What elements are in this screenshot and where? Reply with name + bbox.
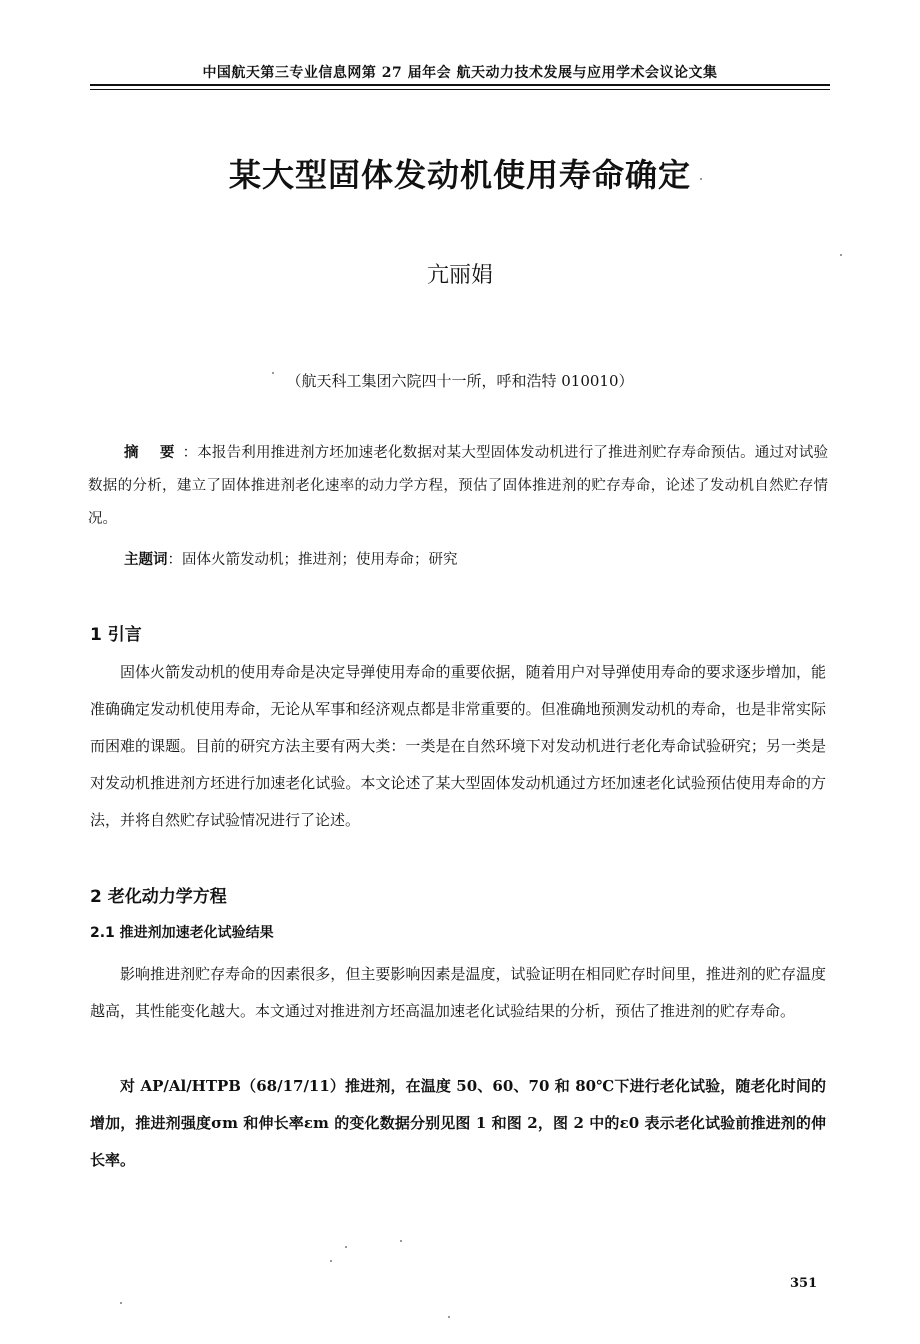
scan-speck <box>700 178 702 180</box>
subsection-heading-accelerated-aging: 2.1 推进剂加速老化试验结果 <box>90 925 274 941</box>
header-rule <box>90 84 830 86</box>
scan-speck <box>120 1302 122 1304</box>
abstract <box>88 436 828 536</box>
accelerated-aging-paragraph-2: 对 AP/Al/HTPB（68/17/11）推进剂，在温度 50、60、70 和 80℃下进行老化试验，随老化时间的增加，推进剂强度σm 和伸长率εm 的变化数据分别见图 1 和图 2，图 2 中的ε0 表示老化试验前推进剂的伸长率。 <box>90 1077 826 1169</box>
keywords-text: ：固体火箭发动机；推进剂；使用寿命；研究 <box>167 552 458 568</box>
running-header: 中国航天第三专业信息网第 27 届年会 航天动力技术发展与应用学术会议论文集 <box>202 65 718 81</box>
accelerated-aging-paragraph-1: 影响推进剂贮存寿命的因素很多，但主要影响因素是温度，试验证明在相同贮存时间里，推进剂的贮存温度越高，其性能变化越大。本文通过对推进剂方坯高温加速老化试验结果的分析，预估了推进剂的贮存寿命。 <box>90 965 826 1020</box>
author-name: 亢丽娟 <box>426 263 493 288</box>
scan-speck <box>448 1316 450 1318</box>
scan-speck <box>330 1260 332 1262</box>
scan-speck <box>272 372 274 374</box>
section-heading-introduction: 1 引言 <box>90 625 142 645</box>
scan-speck <box>345 1246 347 1248</box>
keywords <box>124 548 824 569</box>
abstract-text: ：本报告利用推进剂方坯加速老化数据对某大型固体发动机进行了推进剂贮存寿命预估。通过对试验数据的分析，建立了固体推进剂老化速率的动力学方程，预估了固体推进剂的贮存寿命，论述了发动机自然贮存情况。 <box>88 445 828 527</box>
abstract-label: 摘 要 <box>124 444 183 461</box>
paper-title: 某大型固体发动机使用寿命确定 <box>228 156 691 194</box>
page-number: 351 <box>790 1276 818 1291</box>
keywords-label: 主题词 <box>124 551 168 568</box>
author-affiliation: （航天科工集团六院四十一所，呼和浩特 010010） <box>286 372 634 390</box>
introduction-paragraph: 固体火箭发动机的使用寿命是决定导弹使用寿命的重要依据，随着用户对导弹使用寿命的要求逐步增加，能准确确定发动机使用寿命，无论从军事和经济观点都是非常重要的。但准确地预测发动机的寿命，也是非常实际而困难的课题。目前的研究方法主要有两大类：一类是在自然环境下对发动机进行老化寿命试验研究；另一类是对发动机推进剂方坯进行加速老化试验。本文论述了某大型固体发动机通过方坯加速老化试验预估使用寿命的方法，并将自然贮存试验情况进行了论述。 <box>90 663 826 829</box>
section-heading-aging-kinetics: 2 老化动力学方程 <box>90 887 227 907</box>
scan-speck <box>400 1240 402 1242</box>
header-rule-thin <box>90 89 830 90</box>
scan-speck <box>840 254 842 256</box>
